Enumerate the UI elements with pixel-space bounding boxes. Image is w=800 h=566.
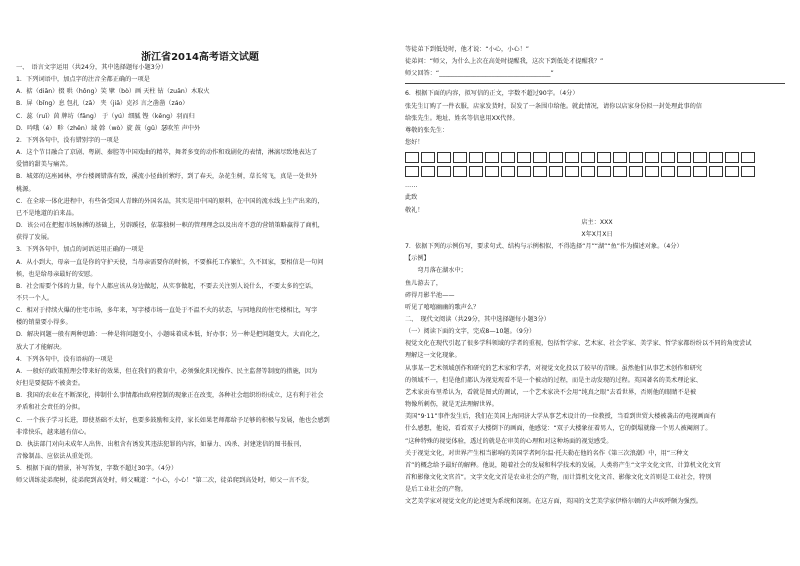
text-line: A．从小到大，母亲一直是你的守护天使，当母亲需要你的时候，不要推托工作繁忙，久不回家，要相信是一句问: [16, 258, 324, 266]
answer-cell[interactable]: [421, 166, 435, 177]
letter-close-1: 此致: [405, 194, 418, 202]
text-line: ”这种特殊的视觉体验，透过的就是在审美的心理和对这种场面的视觉感受。: [405, 437, 613, 445]
text-line: D．该公司在把握市场脉搏的基础上，另辟蹊径，依靠独树一帜的管理理念以及出奇不意的营销策略赢得了商机，: [16, 222, 324, 230]
answer-cell[interactable]: [453, 166, 467, 177]
answer-cell[interactable]: [613, 166, 627, 177]
letter-dots: ……: [405, 182, 418, 190]
text-line: D．吟哦（é） 畛（zhěn）域 斡（wò）旋 鼓（gǔ）瑟吹笙 声中外: [16, 124, 201, 132]
text-line: 一、 语言文字运用（共24分，其中选择题每小题3分）: [16, 64, 168, 71]
text-line: 师父训练徒弟爬树，徒弟爬到高处时，师父喊道：“小心，小心！”第二次，徒弟爬到高处时，师父一言不发，: [16, 477, 314, 485]
answer-cell[interactable]: [565, 166, 579, 177]
text-line: 首”的概念给予最好的解释。他说，随着社会的发展和科学技术的发展，人类将产生“文字文化文官、计算机文化文官: [405, 461, 721, 469]
text-line: 爱情的甜美与痛苦。: [16, 161, 72, 169]
answer-cell[interactable]: [709, 152, 723, 163]
text-line: 7．依据下列的示例仿写，要求句式、结构与示例相似，不得选择“月”“湖”“鱼”作为描述对象。（4分）: [405, 243, 683, 251]
answer-cell[interactable]: [677, 152, 691, 163]
answer-cell[interactable]: [693, 166, 707, 177]
text-line: 获得了发展。: [16, 234, 54, 242]
text-line: 文艺美学家对视觉文化的论述更为系统和深刻。在这方面，英国的文艺美学家伊格尔顿的大声疾呼颇为强烈。: [405, 498, 702, 506]
text-line: 1．下列词语中，加点字的注音全都正确的一项是: [16, 76, 150, 84]
text-line: 候，也是给母亲最好的安慰。: [16, 270, 97, 278]
answer-cell[interactable]: [437, 166, 451, 177]
answer-cell[interactable]: [645, 166, 659, 177]
answer-cell[interactable]: [485, 152, 499, 163]
answer-cell[interactable]: [709, 166, 723, 177]
text-line: C．一个孩子学习长进，即使基础不太好，也要多鼓励和支持，家长如果老师都给予足够的积极与发展，他也会感到: [16, 416, 330, 424]
answer-cell[interactable]: [533, 166, 547, 177]
answer-cell[interactable]: [629, 166, 643, 177]
text-line: 徒弟问：“师父，为什么上次在高处时提醒我，这次下到低处才提醒我？”: [405, 58, 604, 66]
left-column: [16, 62, 398, 487]
right-bottom-lines: [405, 241, 789, 508]
text-line: B．屏（bǐng）息 包扎（zā） 夹（jiā）克衫 言之凿凿（záo）: [16, 100, 189, 108]
right-column: [405, 44, 789, 508]
answer-cell[interactable]: [725, 152, 739, 163]
answer-cell[interactable]: [517, 152, 531, 163]
page-title: 浙江省2014高考语文试题: [141, 52, 259, 63]
answer-cell[interactable]: [533, 152, 547, 163]
text-line: 张先生订购了一件衣服，店家发货时，误发了一条围巾给他。就此情况，请你以店家身份拟一封处理此事的信: [405, 102, 702, 110]
text-line: 弯月落在湖水中；: [405, 267, 467, 275]
text-line: 【示例】: [405, 255, 430, 263]
text-line: C．相对于持续火爆的住宅市场，多年来，写字楼市场一直处于不温不火的状态，与同地段的住宅楼相比，写字: [16, 307, 318, 315]
text-line: 您好！: [405, 139, 424, 147]
text-line: 是后工业社会的产物。: [405, 486, 467, 494]
text-line: 放大了才能解决。: [16, 343, 66, 351]
text-line: 关于视觉文化，对世界产生相当影响的美国学者阿尔温·托夫勒在他的名作《第三次浪潮》中，用“三种文: [405, 449, 689, 457]
answer-cell[interactable]: [581, 152, 595, 163]
text-line: 2．下列各句中，没有错别字的一项是: [16, 136, 119, 144]
text-line: 碎得月影半池——: [405, 291, 455, 299]
answer-cell[interactable]: [469, 166, 483, 177]
answer-cell[interactable]: [693, 152, 707, 163]
letter-close-2: 敬礼！: [405, 206, 424, 214]
text-line: D．解决问题一般有两种思路：一种是将问题变小，小题味着成本低，好办事；另一种是把问题变大，大而化之，: [16, 331, 324, 339]
right-mid-lines: [405, 88, 789, 149]
answer-cell[interactable]: [581, 166, 595, 177]
text-line: 听见了嘻嘻幽幽的歌声么？: [405, 303, 480, 311]
text-line: 4．下列各句中，没有语病的一项是: [16, 355, 113, 363]
text-line: 楼的销量要小得多。: [16, 319, 72, 327]
letter-date: X年X月X日: [581, 230, 613, 238]
text-line: 视觉文化在现代引起了很多学科领域的学者的重视，包括哲学家、艺术家、社会学家、美学家、哲学家都纷纷以不同的角度尝试: [405, 340, 752, 348]
text-line: （一）阅读下面的文字，完成8—10题。（9分）: [405, 328, 536, 336]
text-line: 物像所刺伤，就是无法理解世界。: [405, 401, 498, 409]
answer-cell[interactable]: [501, 152, 515, 163]
text-line: A．一般好的政策照理会带来好的效果，但在我们的教育中，必须强化阳光操作、民主监督等制度的措施，因为: [16, 367, 318, 375]
text-line: 非常快乐，越来越有信心。: [16, 428, 91, 436]
divider-line: [405, 83, 785, 84]
text-line: B．社会需要个体的力量，每个人都应该从身边做起，从实事做起，不要去关注别人说什么，不要太多的空话，: [16, 282, 318, 290]
answer-cell[interactable]: [405, 152, 419, 163]
answer-cell[interactable]: [469, 152, 483, 163]
text-line: 的领域不一，但是他们都认为视觉观看不是一个被动的过程，而是主动发现的过程。英国著名的美术理论家、: [405, 376, 702, 384]
text-line: B．城郊的这座园林，亭台楼阁错落有致，溪流小径曲折萦纡，到了春天，杂花生树，草长莺飞，真是一处世外: [16, 173, 318, 181]
text-line: A．掂（diān）掇 哄（hǒng）笑 擘（bò）画 天柱 钻（zuān）木取火: [16, 88, 210, 96]
text-line: 二、 现代文阅读（共29分，其中选择题每小题3分）: [405, 315, 550, 323]
answer-cell[interactable]: [677, 166, 691, 177]
answer-grid-row-1: [405, 152, 789, 163]
text-line: 给张先生。地址、姓名等信息用XX代替。: [405, 114, 519, 122]
answer-cell[interactable]: [501, 166, 515, 177]
text-line: 5．根据下面的情景，补写答复，字数不超过30字。（4分）: [16, 465, 178, 473]
answer-cell[interactable]: [741, 166, 755, 177]
text-line: 3．下列各句中，加点的词语运用正确的一项是: [16, 246, 144, 254]
answer-cell[interactable]: [485, 166, 499, 177]
answer-cell[interactable]: [661, 152, 675, 163]
answer-cell[interactable]: [661, 166, 675, 177]
answer-cell[interactable]: [565, 152, 579, 163]
text-line: 6．根据下面的内容，拟写信的正文，字数不超过90字。（4分）: [405, 90, 579, 98]
answer-cell[interactable]: [453, 152, 467, 163]
right-top-lines: [405, 44, 789, 80]
letter-shop: 店主：XXX: [581, 218, 613, 226]
text-line: C．在全球一体化进程中，有些备受国人青睐的外国名品，其实是用中国的原料，在中国的流水线上生产出来的，: [16, 197, 324, 205]
answer-cell[interactable]: [597, 152, 611, 163]
answer-grid-row-2: [405, 166, 789, 177]
text-line: 什么感想，他说，看看双子大楼倒下的画面，他感觉：“双子大楼象征着男人，它的倒塌就像一个男人被阉割了。: [405, 425, 712, 433]
answer-cell[interactable]: [549, 166, 563, 177]
answer-cell[interactable]: [517, 166, 531, 177]
text-line: 从事某一艺术领域创作和研究的艺术家和学者，对视觉文化投以了较早的青睐。虽然他们从事艺术创作和研究: [405, 364, 702, 372]
answer-cell[interactable]: [645, 152, 659, 163]
answer-cell[interactable]: [405, 166, 419, 177]
text-line: 音像制品、应依法从重处罚。: [16, 453, 97, 460]
answer-cell[interactable]: [597, 166, 611, 177]
text-line: 桃源。: [16, 185, 35, 193]
text-line: C．蕊（ruǐ）茵 牌坊（fāng） 于（yú）细腻 铿（kēng）羽而归: [16, 112, 195, 120]
text-line: 好但是要提防不被贪歪。: [16, 380, 85, 388]
text-line: 矛盾和社会责任的分担。: [16, 404, 85, 412]
text-line: 鱼儿游去了，: [405, 279, 443, 287]
answer-cell[interactable]: [725, 166, 739, 177]
left-lines: [16, 62, 398, 487]
answer-cell[interactable]: [629, 152, 643, 163]
text-line: 艺术家贡布里希认为，看就是图式的调试，一个艺术家决不会用“纯真之眼”去看世界，否则他的眼睛不是被: [405, 388, 697, 396]
text-line: A．这个节目融合了京剧、粤剧、秦腔等中国戏曲的精萃，舞者多变的动作和戏剧化的表情，淋漓尽致地表达了: [16, 149, 318, 157]
text-line: 等徒弟下到低处时，他才说：“小心，小心！”: [405, 46, 529, 53]
text-line: 尊敬的张先生：: [405, 126, 449, 134]
answer-cell[interactable]: [613, 152, 627, 163]
answer-cell[interactable]: [741, 152, 755, 163]
text-line: 美国“9·11”事件发生后，我们在美国上海同济大学从事艺术设计的一位教授，当看到世贸大楼被袭击的电视画面有: [405, 413, 716, 421]
text-line: 首和影像文化文官首”。文字文化文首是农业社会的产物，而计算机文化文首、影像文化文首则是工业社会，特别: [405, 474, 712, 481]
answer-cell[interactable]: [549, 152, 563, 163]
answer-cell[interactable]: [421, 152, 435, 163]
text-line: 理解这一文化现象。: [405, 352, 461, 360]
text-line: 不只一个人。: [16, 294, 54, 302]
text-line: 已不是地道的泊来品。: [16, 209, 78, 217]
text-line: D．执法部门对向未成年人出售、出租含有诱发其违法犯罪的内容，如暴力、凶杀、封建迷信的图书报刊，: [16, 440, 306, 448]
text-line: B．我国的农业在不断深化，抑制什么事情都由政府控制的现象正在改变，各种社会组织纷纷成立，这有利于社会: [16, 392, 324, 400]
answer-cell[interactable]: [437, 152, 451, 163]
text-line: 师父回答：“____________________________________”: [405, 70, 554, 78]
